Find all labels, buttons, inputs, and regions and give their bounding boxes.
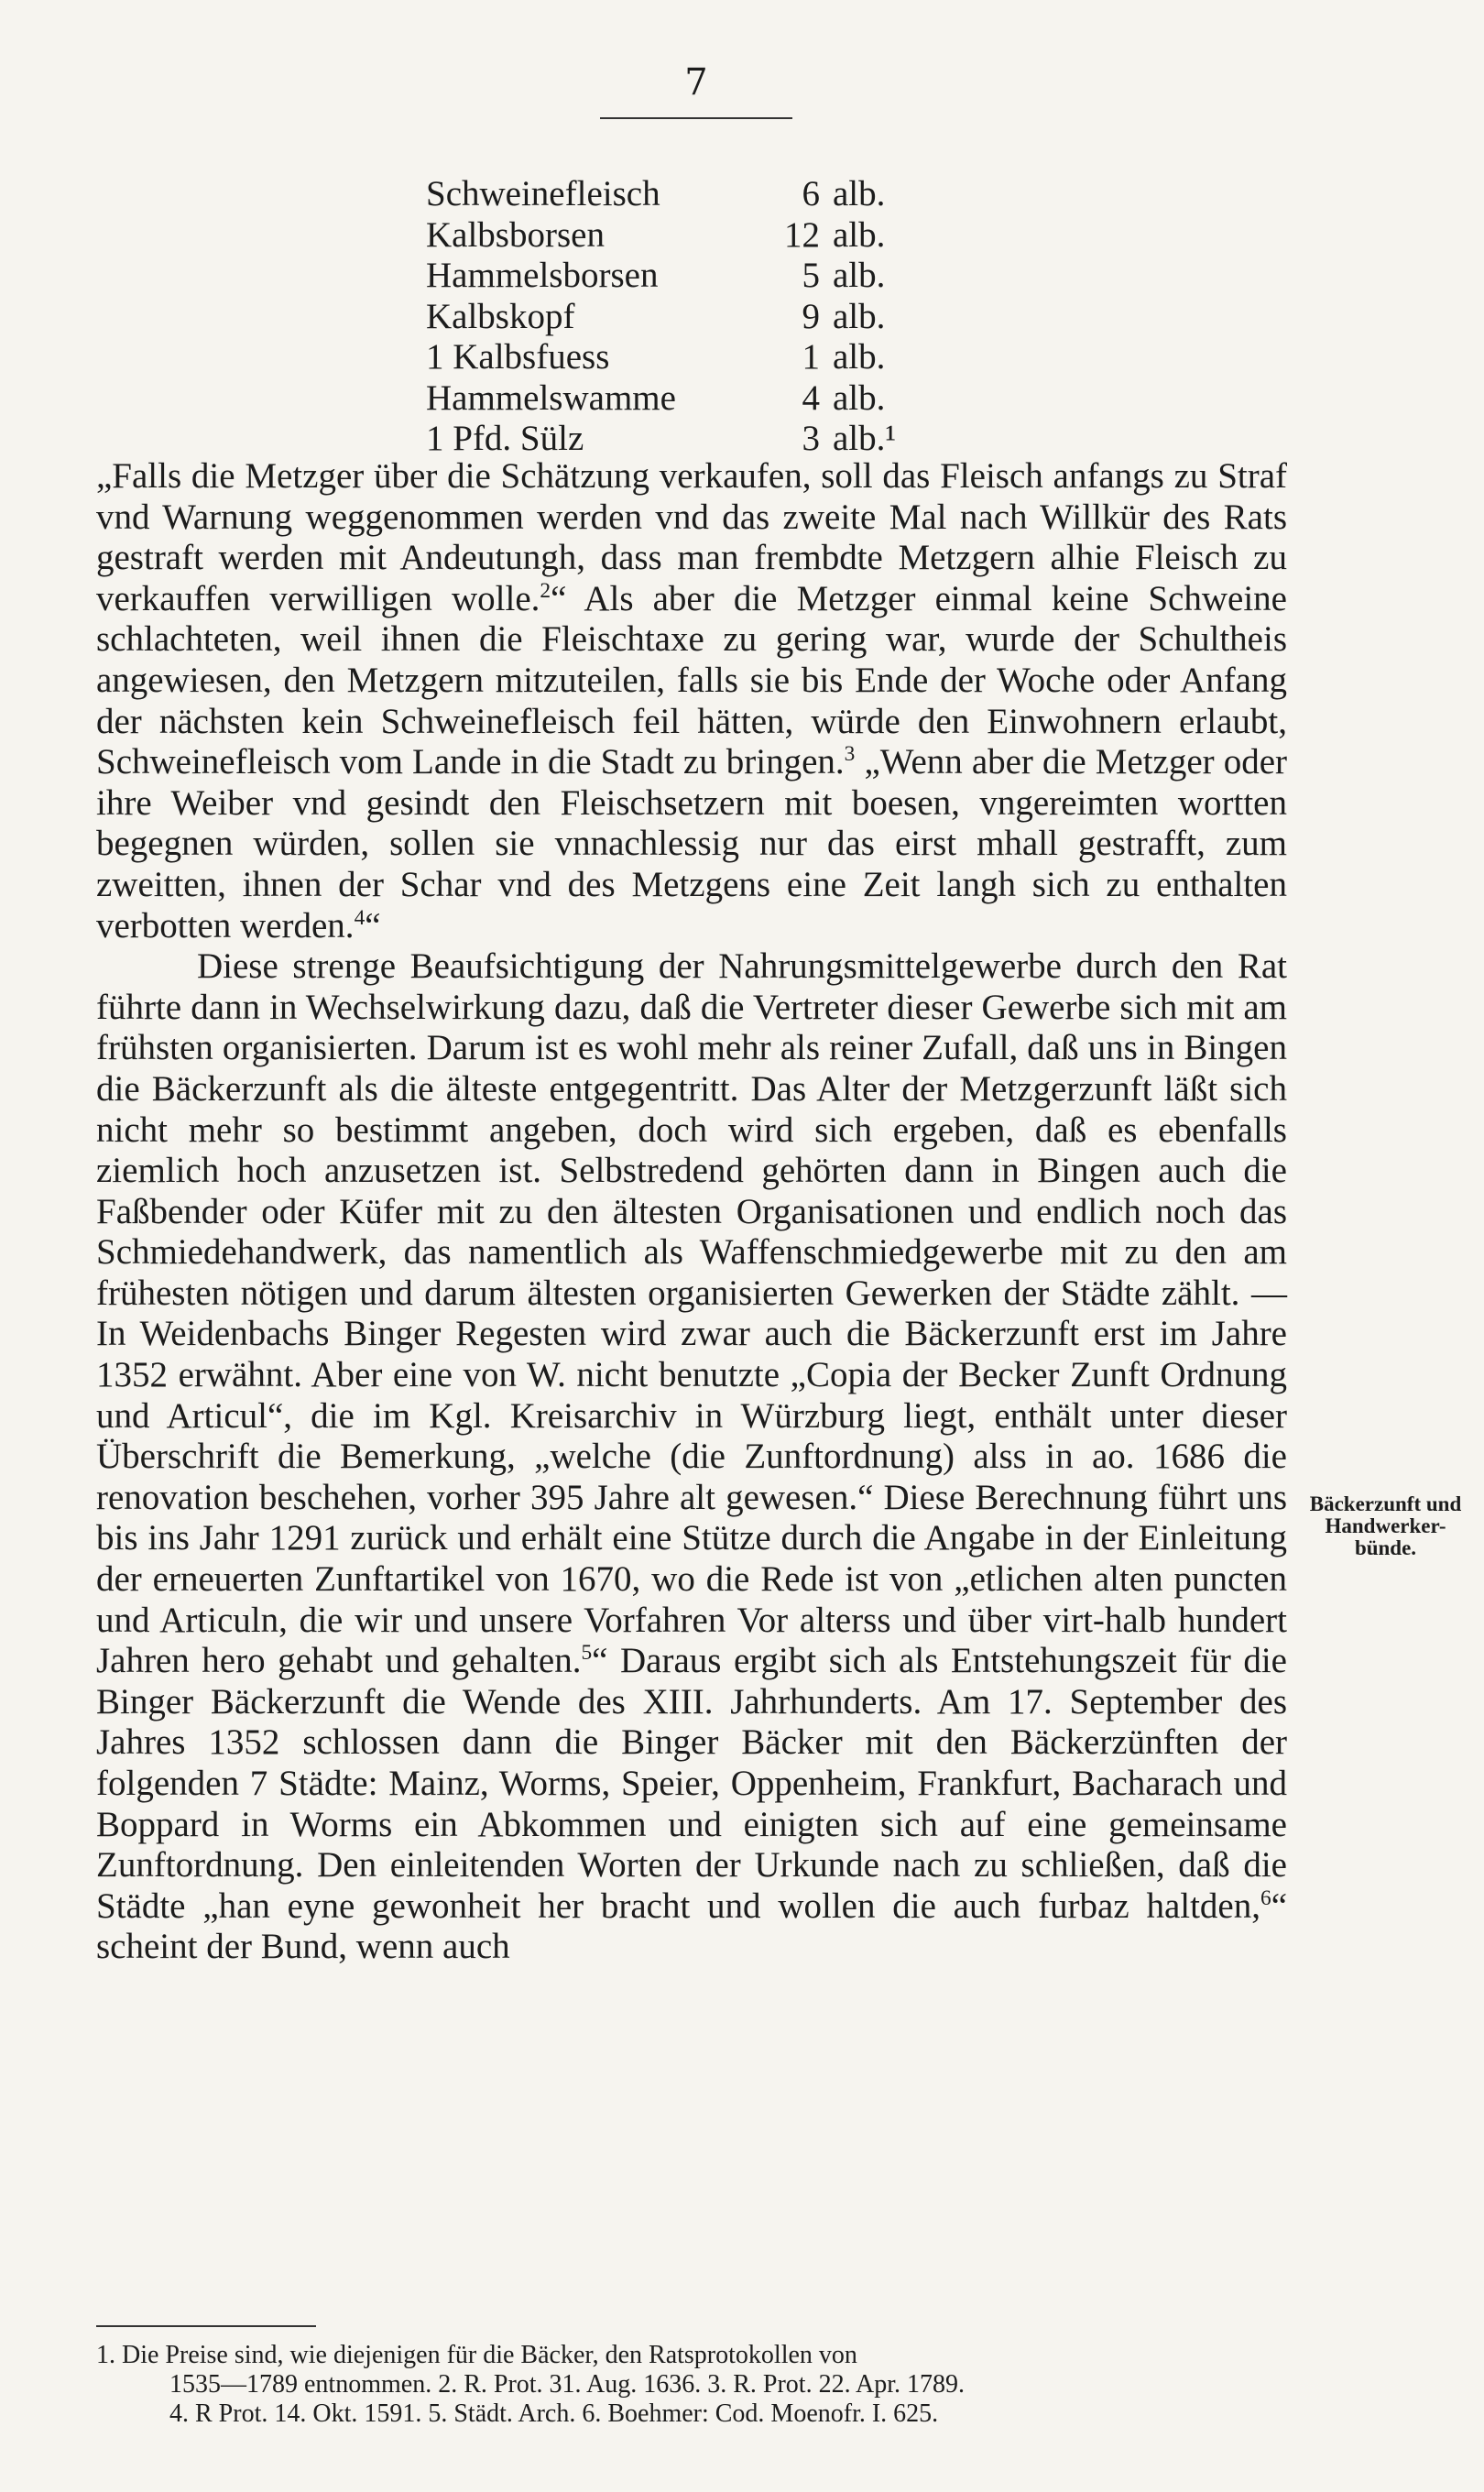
price-table — [426, 174, 943, 460]
footnote-ref: 5 — [581, 1641, 593, 1666]
page-number: 7 — [684, 61, 708, 104]
price-item: Hammelswamme — [426, 377, 676, 418]
price-row — [426, 174, 943, 215]
footnotes — [96, 2341, 1287, 2429]
price-row — [426, 297, 943, 338]
price-row — [426, 256, 943, 297]
price-unit: alb. — [833, 337, 886, 377]
footnote-ref: 4 — [354, 905, 366, 930]
price-qty: 1 — [802, 337, 820, 377]
body-text — [96, 456, 1287, 1968]
footnote-rule — [96, 2325, 316, 2327]
price-unit: alb. — [833, 256, 886, 295]
footnote-line: 1. Die Preise sind, wie diejenigen für die Bäcker, den Ratsprotokollen von — [96, 2341, 857, 2369]
header-rule — [600, 117, 792, 119]
text-run: Diese strenge Beaufsichtigung der Nahrungsmittelgewerbe durch den Rat führte dann in Wechselwirkung dazu, daß die Vertreter dieser Gewerbe sich mit am frühsten organisierten. Darum ist es wohl mehr als reiner Zufall, daß uns in Bingen die Bäckerzunft als die älteste entgegentritt. Das Alter der Metzgerzunft läßt sich nicht mehr so bestimmt angeben, doch wird sich ergeben, daß es ebenfalls ziemlich hoch anzusetzen ist. Selbstredend gehörten dann in Bingen auch die Faßbender oder Küfer mit zu den ältesten Organisationen und endlich noch das Schmiedehandwerk, das namentlich als Waffenschmiedgewerbe mit zu den am frühesten nötigen und darum ältesten organisierten Gewerken der Städte zählt. — In Weidenbachs Binger Regesten wird zwar auch die Bäckerzunft erst im Jahre 1352 erwähnt. Aber eine von W. nicht benutzte „Copia der Becker Zunft Ordnung und Articul“, die im Kgl. Kreisarchiv in Würzburg liegt, enthält unter dieser Überschrift die Bemerkung, „welche (die Zunftordnung) alss in ao. 1686 die renovation beschehen, vorher 395 Jahre alt gewesen.“ Diese Berechnung führt uns bis ins Jahr 1291 zurück und erhält eine Stütze durch die Angabe in der Einleitung der erneuerten Zunftartikel von 1670, wo die Rede ist von „etlichen alten puncten und Articuln, die wir und unsere Vorfahren Vor alterss und über virt-halb hundert Jahren hero gehabt und gehalten. — [96, 946, 1287, 1681]
text-run: “ scheint der Bund, wenn auch — [96, 1885, 1287, 1967]
price-unit: alb. — [833, 214, 886, 255]
margin-note-line: Handwerker- — [1325, 1514, 1446, 1537]
text-run: “ Daraus ergibt sich als Entstehungszeit für die Binger Bäckerzunft die Wende des XIII. Jahrhunderts. Am 17. September des Jahres 1352 schlossen dann die Binger Bäcker mit den Bäckerzünften der folgenden 7 Städte: Mainz, Worms, Speier, Oppenheim, Frankfurt, Bacharach und Boppard in Worms ein Abkommen und einigten sich auf eine gemeinsame Zunftordnung. Den einleitenden Worten der Urkunde nach zu schließen, daß die Städte „han eyne gewonheit her bracht und wollen die auch furbaz haltden, — [96, 1641, 1287, 1926]
price-row — [426, 215, 943, 257]
price-qty: 5 — [802, 256, 820, 295]
price-item: Kalbskopf — [426, 296, 575, 336]
price-unit: alb. — [833, 174, 886, 213]
price-unit: alb. — [833, 296, 886, 336]
price-unit: alb. — [833, 377, 886, 418]
price-qty: 6 — [802, 174, 820, 213]
footnote-ref: 6 — [1260, 1885, 1271, 1910]
price-item: Kalbsborsen — [426, 214, 605, 255]
paragraph-meat-regulation — [96, 456, 1287, 946]
price-qty: 4 — [802, 377, 820, 418]
footnote-line: 1535—1789 entnommen. 2. R. Prot. 31. Aug. 1636. 3. R. Prot. 22. Apr. 1789. — [169, 2370, 966, 2399]
price-row — [426, 419, 943, 460]
price-item: 1 Pfd. Sülz — [426, 419, 584, 458]
price-row — [426, 337, 943, 378]
price-qty: 3 — [802, 419, 820, 458]
price-item: Schweinefleisch — [426, 174, 660, 213]
footnote-line: 4. R Prot. 14. Okt. 1591. 5. Städt. Arch. 6. Boehmer: Cod. Moenofr. I. 625. — [169, 2399, 939, 2428]
text-run: „Falls die Metzger über die Schätzung verkaufen, soll das Fleisch anfangs zu Straf vnd Warnung weggenommen werden vnd das zweite Mal nach Willkür des Rats gestraft werden mit Andeutungh, dass man frembdte Metzgern alhie Fleisch zu verkauffen verwilligen wolle. — [96, 456, 1287, 618]
margin-note-line: bünde. — [1354, 1536, 1417, 1559]
text-run: „Wenn aber die Metzger oder ihre Weiber vnd gesindt den Fleischsetzern mit boesen, vngereimten wortten begegnen würden, sollen sie vnnachlessig nur das eirst mhall gestrafft, zum zweitten, ihnen der Schar vnd des Metzgens eine Zeit langh sich zu enthalten verbotten werden. — [96, 742, 1287, 945]
price-qty: 12 — [784, 214, 820, 255]
price-row — [426, 378, 943, 420]
paragraph-guilds — [96, 946, 1287, 1968]
text-run: “ Als aber die Metzger einmal keine Schweine schlachteten, weil ihnen die Fleischtaxe zu gering war, wurde der Schultheis angewiesen, den Metzgern mitzuteilen, falls sie bis Ende der Woche oder Anfang der nächsten kein Schweinefleisch feil hätten, würde den Einwohnern erlaubt, Schweinefleisch vom Lande in die Stadt zu bringen. — [96, 578, 1287, 782]
price-item: Hammelsborsen — [426, 256, 659, 295]
footnote-ref: 2 — [540, 578, 551, 603]
price-unit: alb.¹ — [833, 419, 897, 458]
text-run: “ — [365, 905, 381, 945]
price-qty: 9 — [802, 296, 820, 336]
margin-note-line: Bäckerzunft und — [1309, 1492, 1462, 1515]
price-item: 1 Kalbsfuess — [426, 337, 610, 377]
footnote-ref: 3 — [844, 742, 856, 767]
margin-note — [1292, 1493, 1479, 1559]
